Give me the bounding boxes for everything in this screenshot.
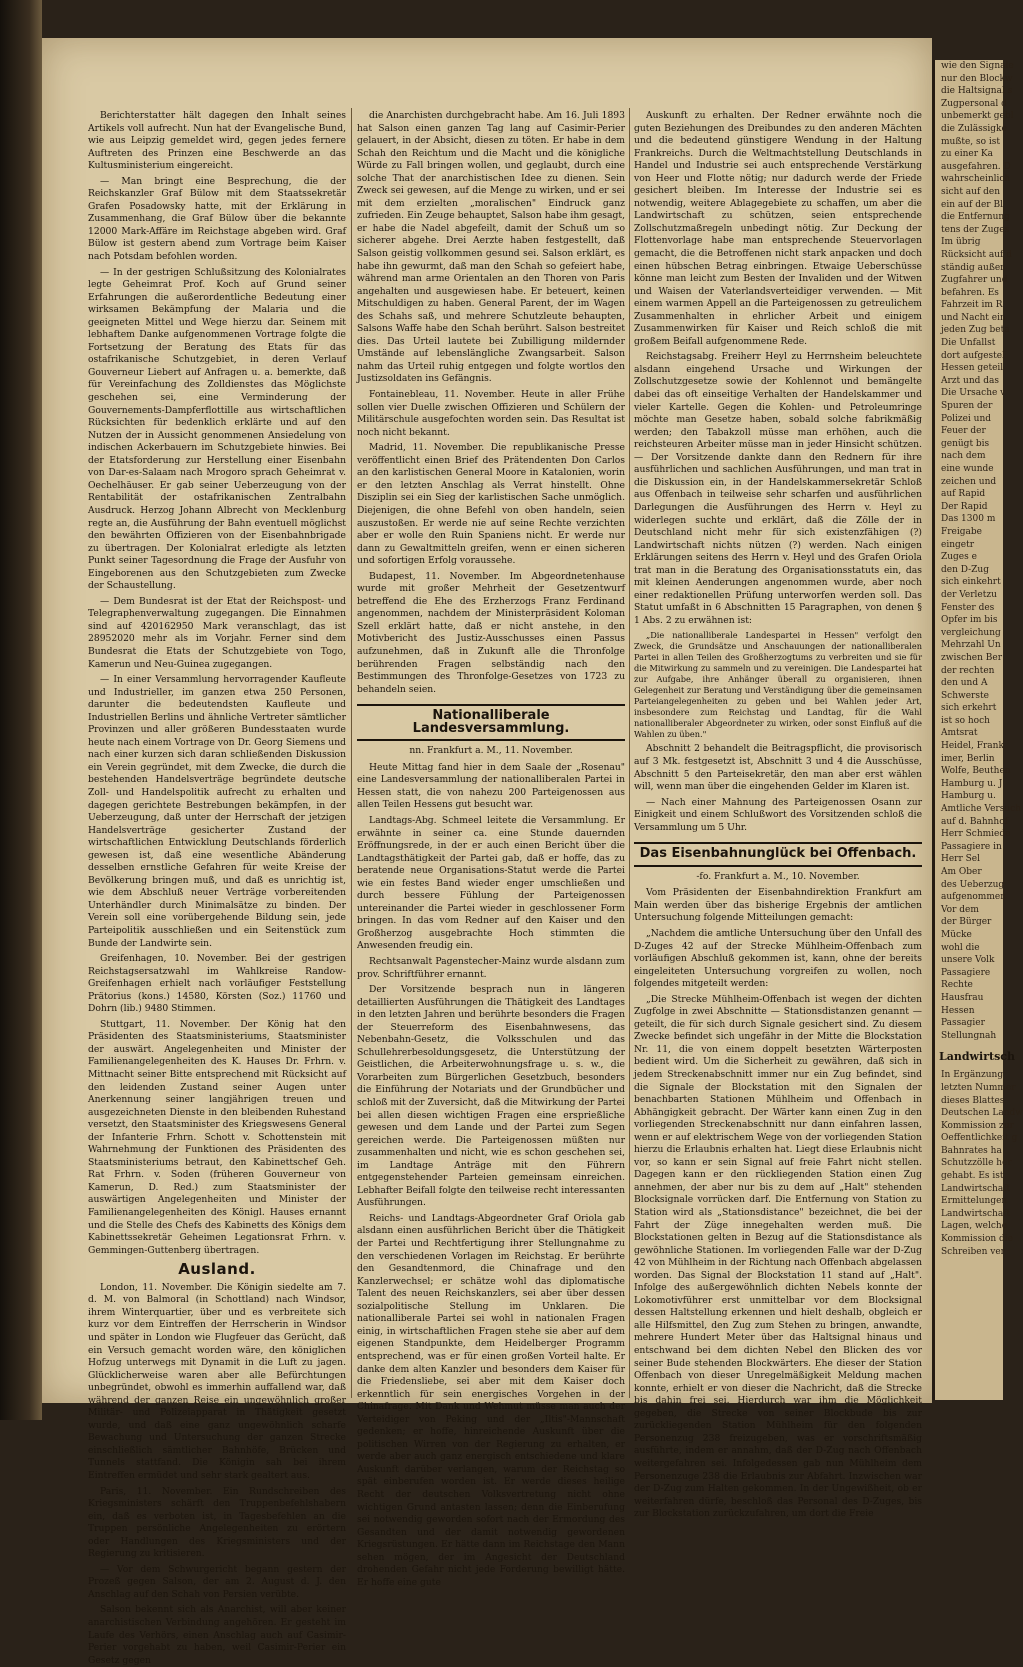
adjacent-page-line: Landwirtschaft [941,1183,1011,1194]
column-2 [357,110,625,1588]
article-paragraph: — In der gestrigen Schlußsitzung des Kolonialrates legte Geheimrat Prof. Koch auf Grund seiner Erfahrungen die außerordentliche Bedeutung einer wirksamen Bekämpfung der Malaria und die geeigneten Mittel und Wege hierzu dar. Seinem mit lebhaftem Danke aufgenommenen Vortrage folgte die Fortsetzung der Beratung des Etats für das ostafrikanische Schutzgebiet, in deren Verlauf Gouverneur Liebert auf Anfragen u. a. bemerkte, daß für Vereinfachung des Zolldienstes das Möglichste geschehen sei, eine Verminderung der Gouvernements-Dampferflottille aus wirtschaftlichen Rücksichten für bedenklich erklärte und auf den Nutzen der in Aussicht genommenen Ansiedelung von indischen Ackerbauern im Schutzgebiete hinwies. Bei der Etatsforderung zur Herstellung einer Eisenbahn von Dar-es-Salaam nach Mrogoro sprach Geheimrat v. Oechelhäuser. Er gab seiner Ueberzeugung von der Rentabilität der ostafrikanischen Zentralbahn Ausdruck. Herzog Johann Albrecht von Mecklenburg regte an, die Ausführung der Bahn eventuell möglichst den bewährten Offizieren von der Eisenbahnbrigade zu übertragen. Der Kolonialrat erledigte als letzten Punkt seiner Tagesordnung die Frage der Ausfuhr von Eingeborenen aus den Schutzgebieten zum Zwecke der Schaustellung. [88,266,346,592]
adjacent-page-line: In Ergänzung [941,1070,1004,1081]
adjacent-page-line: Kommission zur [941,1120,1014,1131]
adjacent-page-line: Landwirtschaft [941,1208,1011,1219]
article-paragraph: Reichstagsabg. Freiherr Heyl zu Herrnsheim beleuchtete alsdann eingehend Ursache und Wirkungen der Zollschutzgesetze sowie der Kohlennot und bemängelte dabei das oft einseitige Verhalten der Handelskammer und vieler Kartelle. Gegen die Kohlen- und Petroleumringe möchte man Gesetze haben, sobald solche fabrikmäßig werden; den Tabakzoll müsse man erhöhen, auch die reichsteuren Arbeiter müsse man in jeder Hinsicht schützen. — Der Vorsitzende dankte dann den Rednern für ihre ausführlichen und sachlichen Ausführungen, und man trat in die Diskussion ein, in der Handelskammersekretär Schloß aus Offenbach in teilweise sehr scharfen und ausführlichen Darlegungen die Ausführungen des Herrn v. Heyl zu widerlegen suchte und erklärt, daß die Zölle der in Deutschland nicht mehr für sich existenzfähigen (?) Landwirtschaft nichts nützen (?) werden. Nach einigen Erklärungen seitens des Herrn v. Heyl und des Grafen Oriola trat man in die Beratung des Organisationsstatuts ein, das mit kleinen Aenderungen angenommen wurde, aber noch einer redaktionellen Prüfung unterworfen werden soll. Das Statut umfaßt in 6 Abschnitten 15 Paragraphen, von denen § 1 Abs. 2 zu erwähnen ist: [634,351,922,626]
article-paragraph: „Nachdem die amtliche Untersuchung über den Unfall des D-Zuges 42 auf der Strecke Mühlheim-Offenbach zum vorläufigen Abschluß gekommen ist, kann, ohne der bereits eingeleiteten Untersuchung vorgreifen zu wollen, noch folgendes mitgeteilt werden: [634,927,922,990]
adjacent-page-line: des Ueberzug [941,879,1005,890]
adjacent-page-line: Wolfe, Beuthen [941,766,1011,777]
adjacent-page-line: Am Ober [941,867,982,877]
column-rule [629,108,630,1398]
article-paragraph: Budapest, 11. November. Im Abgeordnetenhause wurde mit großer Mehrheit der Gesetzentwurf betreffend die Ehe des Erzherzogs Franz Ferdinand angenommen, nachdem der Ministerpräsident Koloman Szell erklärt hatte, daß er nicht anstehe, in den Motivbericht des Justiz-Ausschusses einen Passus aufzunehmen, daß in Zukunft alle die Thronfolge berührenden Fragen selbständig nach den Bestimmungen des Thronfolge-Gesetzes von 1723 zu behandeln seien. [357,570,625,695]
adjacent-page-line: auf Rapid [941,489,986,500]
adjacent-page-line: Hessen geteil [941,363,1004,374]
adjacent-page-line: nur den Blockw [941,73,1013,84]
adjacent-page-line: der Bürger [941,917,992,928]
adjacent-page-line: den und A [941,678,988,689]
article-paragraph: Salson bekennt sich als Anarchist, will aber keiner anarchistischen Verbindung angehören. Er gesteht im Laufe des Verhörs, einen Anschlag auch auf Casimir-Perier vorgehabt zu haben, weil Casimir-Perier ein Gesetz gegen [88,1604,346,1666]
adjacent-page-line: Passagiere in [941,841,1002,852]
adjacent-page-line: Der Rapid [941,501,988,512]
adjacent-page-line: Bahnrates ha [941,1145,1002,1156]
adjacent-page-line: wie den Signale [941,61,1014,71]
article-paragraph: die Anarchisten durchgebracht habe. Am 16. Juli 1893 hat Salson einen ganzen Tag lang auf Casimir-Perier gelauert, in der Absicht, diesen zu töten. Er habe in dem Schah den Reichtum und die Macht und die königliche Würde zu Fall bringen wollen, und geglaubt, durch eine solche That der anarchistischen Idee zu dienen. Sein Zweck sei gewesen, auf die Menge zu wirken, und er sei mit dem erzielten „moralischen" Eindruck ganz zufrieden. Ein Zeuge behauptet, Salson habe ihm gesagt, er habe die Nadel abgefeilt, damit der Schuß um so sicherer abgehe. Drei Aerzte haben festgestellt, daß Salson geistig vollkommen gesund sei. Salson erklärt, es habe ihn gewurmt, daß man den Schah so gefeiert habe, während man arme Orientalen an den Thoren von Paris angehalten und ausgewiesen habe. Er beteuert, keinen Mitschuldigen zu haben. General Parent, der im Wagen des Schahs saß, und mehrere Schutzleute behaupten, Salsons Waffe habe den Schah berührt. Salson bestreitet dies. Das Urteil lautete bei Zubilligung mildernder Umstände auf lebenslängliche Zwangsarbeit. Salson nahm das Urteil ruhig entgegen und folgte wortlos den Justizsoldaten ins Gefängnis. [357,110,625,385]
adjacent-page-line: Spuren der [941,401,993,412]
article-heading-eisenbahnunglueck: Das Eisenbahnunglück bei Offenbach. [634,842,922,867]
adjacent-page-line: Herr Schmiede [941,829,1011,840]
adjacent-page-line: unbemerkt gebl [941,111,1014,122]
article-paragraph: Abschnitt 2 behandelt die Beitragspflicht, die provisorisch auf 3 Mk. festgesetzt ist, Abschnitt 3 und 4 die Ausschüsse, Abschnitt 5 den Parteisekretär, den man aber erst wählen will, wenn man über die eingehenden Gelder im Klaren ist. [634,743,922,793]
adjacent-page-line: ein auf der Bl [941,199,1003,210]
adjacent-page-line: Amtliche Versuch [941,804,1021,815]
adjacent-page-line: sich erkehrt [941,703,997,714]
adjacent-page-line: Schutzzölle her [941,1158,1012,1169]
adjacent-page-line: wahrscheinlich [941,174,1011,185]
book-binding [0,0,42,1420]
adjacent-page-line: Hessen [941,1005,975,1016]
adjacent-page-line: mußte, so ist [941,136,1001,147]
adjacent-page-line: und Nacht ein [941,312,1006,323]
adjacent-page-line: Im übrig [941,237,981,248]
adjacent-page-line: Arzt und das [941,375,999,386]
article-paragraph: — Man bringt eine Besprechung, die der Reichskanzler Graf Bülow mit dem Staatssekretär Grafen Posadowsky hatte, mit der Erklärung in Zusammenhang, die Graf Bülow über die bekannte 12000 Mark-Affäre im Reichstage abgeben wird. Graf Bülow ist gestern abend zum Vortrage beim Kaiser nach Potsdam befohlen worden. [88,175,346,263]
adjacent-page-line: gehabt. Es ist [941,1171,1004,1182]
adjacent-page-line: Stellungnah [941,1030,997,1041]
article-paragraph: Heute Mittag fand hier in dem Saale der „Rosenau" eine Landesversammlung der nationalliberalen Partei in Hessen statt, die von nahezu 200 Parteigenossen aus allen Teilen Hessens gut besucht war. [357,761,625,811]
adjacent-page-lines-2 [935,1069,1023,1258]
adjacent-page-line: den D-Zug [941,564,989,575]
adjacent-page-line: Kommission die [941,1234,1014,1245]
article-paragraph: — Vor dem Schwurgericht begann gestern der Prozeß gegen Salson, der am 2. August d. J. den Anschlag auf den Schah von Persien verübte. [88,1563,346,1600]
article-paragraph: Auskunft zu erhalten. Der Redner erwähnte noch die guten Beziehungen des Dreibundes zu den anderen Mächten und die bedeutend günstigere Wendung in der Haltung Frankreichs. Durch die Weltmachtstellung Deutschlands in Handel und Industrie sei auch entsprechende Verstärkung von Heer und Flotte nötig; nur dadurch werde der Friede gesichert bleiben. Im Interesse der Industrie sei es notwendig, weitere Ablagegebiete zu schaffen, um aber die Landwirtschaft zu schützen, seien entsprechende Zollschutzmaßregeln unbedingt nötig. Zur Deckung der Flottenvorlage habe man entsprechende Steuervorlagen gemacht, die die Betroffenen nicht stark anpacken und doch einen hübschen Betrag einbringen. Etwaige Ueberschüsse könne man leicht zum Besten der Invaliden und der Witwen und Waisen der Vaterlandsverteidiger verwenden. — Mit einem warmen Appell an die Parteigenossen zu getreulichem Zusammenhalten in ehrlicher Arbeit und einigem Zusammenwirken für Kaiser und Reich schloß die mit großem Beifall aufgenommene Rede. [634,110,922,347]
adjacent-page-line: die Haltsignal s [941,86,1013,97]
adjacent-page-line: Deutschen Landw [941,1108,1023,1119]
adjacent-page-line: befahren. Es [941,287,999,298]
adjacent-page-line: Fahrzeit im R [941,300,1003,311]
adjacent-page-line: Schreiben ver [941,1246,1005,1257]
adjacent-page-line: Oeffentlichkeit g [941,1133,1018,1144]
article-paragraph: Landtags-Abg. Schmeel leitete die Versammlung. Er erwähnte in seiner ca. eine Stunde dauernden Eröffnungsrede, in der er auch einen Bericht über die Landtagsthätigkeit der Partei gab, daß er hoffe, das zu beratende neue Organisations-Statut werde die Partei wie ein festes Band wieder enger umschließen und durch bessere Fühlung der Parteigenossen untereinander die Partei wieder in geschlossener Form bringen. In das vom Redner auf den Kaiser und den Großherzog ausgebrachte Hoch stimmten die Anwesenden freudig ein. [357,814,625,952]
adjacent-page-fragment [932,60,1023,1400]
article-paragraph: Reichs- und Landtags-Abgeordneter Graf Oriola gab alsdann einen ausführlichen Bericht über die Thätigkeit der Partei und Rechtfertigung ihrer Stellungnahme zu den verschiedenen Vorlagen im Reichstag. Er berührte den Gesandtenmord, die Chinafrage und den Kanzlerwechsel; er schätze wohl das diplomatische Talent des neuen Reichskanzlers, sei aber über dessen sozialpolitische Stellung im Unklaren. Die nationalliberale Partei sei wohl in nationalen Fragen einig, in wirtschaftlichen Fragen stehe sie aber auf dem eigenen Standpunkte, dem Heidelberger Programm entsprechend, was er für einen großen Vorteil halte. Er danke dem alten Kanzler und besonders dem Kaiser für die Friedensliebe, sei aber mit dem Kaiser doch erkenntlich für sein energisches Vorgehen in der Chinafrage. Mit Dank und Wehmut müsse man auch der Verteidiger von Peking und der „Iltis"-Mannschaft gedenken; er hoffe, hinreichende Auskunft über die politischen Wirren von der Regierung zu erhalten, er werde aber auch ganz energisch entschiedene und klare Auskunft darüber verlangen, warum der Reichstag so spät einberufen worden ist. Er werde dieses heilige Recht der deutschen Volksvertretung nicht ohne wichtigen Grund antasten lassen; denn die Einberufung sei notwendig geworden sofort nach der Ermordung des Gesandten und der damit notwendig gewordenen Kriegsrüstungen. Er hätte dann im Reichstage den Mann sehen mögen, der im Angesicht der Deutschland drohenden Gefahr nicht jede Forderung bewilligt hätte. Er hoffe eine gute [357,1212,625,1588]
article-paragraph: — Dem Bundesrat ist der Etat der Reichspost- und Telegraphenverwaltung zugegangen. Die Einnahmen sind auf 420162950 Mark veranschlagt, das ist 28952020 mehr als im Vorjahr. Ferner sind dem Bundesrat die Etats der Schutzgebiete von Togo, Kamerun und Neu-Guinea zugegangen. [88,595,346,670]
article-paragraph: Vom Präsidenten der Eisenbahndirektion Frankfurt am Main werden über das bisherige Ergebnis der amtlichen Untersuchung folgende Mitteilungen gemacht: [634,887,922,924]
adjacent-page-line: Opfer im bis [941,615,998,626]
article-heading-landesversammlung: Nationalliberale Landesversammlung. [357,704,625,741]
adjacent-page-line: Passagiere [941,967,991,978]
adjacent-page-line: zu einer Ka [941,149,993,160]
article-paragraph: Rechtsanwalt Pagenstecher-Mainz wurde alsdann zum prov. Schriftführer ernannt. [357,956,625,980]
newspaper-page [42,38,932,1666]
adjacent-page-line: sich einkehrt [941,577,1001,588]
article-paragraph: Stuttgart, 11. November. Der König hat den Präsidenten des Staatsministeriums, Staatsminister der auswärt. Angelegenheiten und Minister der Familienangelegenheiten des K. Hauses Dr. Frhrn. v. Mittnacht seiner Bitte entsprechend mit Rücksicht auf den leidenden Zustand seiner Augen unter Anerkennung seiner langjährigen treuen und ausgezeichneten Dienste in den bleibenden Ruhestand versetzt, den Staatsminister des Kriegswesens General der Infanterie Frhrn. Schott v. Schottenstein mit Wahrnehmung der Funktionen des Präsidenten des Staatsministeriums betraut, den Kabinettschef Geh. Rat Frhrn. v. Soden (früheren Gouverneur von Kamerun, D. Red.) zum Staatsminister der auswärtigen Angelegenheiten und Minister der Familienangelegenheiten des Königl. Hauses ernannt und die Stelle des Chefs des Kabinetts des Königs dem Kabinettssekretär Geheimen Legationsrat Frhrn. v. Gemmingen-Guttenberg übertragen. [88,1018,346,1256]
adjacent-page-line: Das 1300 m [941,514,996,525]
article-paragraph: Madrid, 11. November. Die republikanische Presse veröffentlicht einen Brief des Prätendenten Don Carlos an den karlistischen General Moore in Katalonien, worin er den letzten Anschlag als Verrat hinstellt. Ohne Disziplin sei ein Sieg der karlistischen Sache unmöglich. Diejenigen, die ohne Befehl von oben handeln, seien auszustoßen. Er werde nie auf seine Rechte verzichten aber er wolle den Ruin Spaniens nicht. Er werde nur dann zu Gewaltmitteln greifen, wenn er einen sicheren und sofortigen Erfolg voraussehe. [357,442,625,567]
adjacent-page-line: jeden Zug beta [941,325,1010,336]
column-rule [351,108,352,1398]
adjacent-page-line: Heidel, Frank [941,741,1004,752]
adjacent-page-line: letzten Nummer [941,1082,1016,1093]
adjacent-page-line: der Verletzu [941,589,997,600]
column-1 [88,110,346,1666]
adjacent-page-line: Schwerste [941,690,989,701]
adjacent-page-line: nach dem [941,451,986,462]
adjacent-page-line: Zugfahrer und [941,275,1008,286]
article-paragraph: „Die Strecke Mühlheim-Offenbach ist wegen der dichten Zugfolge in zwei Abschnitte — Stationsdistanzen genannt — geteilt, die für sich durch Signale gesichert sind. Zu diesem Zwecke befindet sich ungefähr in der Mitte die Blockstation Nr. 11, die von einem doppelt besetzten Wärterposten bedient wird. Um die Sicherheit zu gewähren, daß sich in jedem Streckenabschnitt immer nur ein Zug befindet, sind die Signale der Blockstation mit den Signalen der benachbarten Stationen Mühlheim und Offenbach in Abhängigkeit gebracht. Der Wärter kann einen Zug in den vorliegenden Streckenabschnitt nur dann einfahren lassen, wenn er auf elektrischem Wege von der vorliegenden Station hierzu die Erlaubnis erhalten hat. Liegt diese Erlaubnis nicht vor, so kann er sein Signal auf freie Fahrt nicht stellen. Dagegen kann er den rückliegenden Station einen Zug annehmen, der aber nur bis zu dem auf „Halt" stehenden Blocksignale vorrücken darf. Die Entfernung von Station zu Station wird als „Stationsdistance" bezeichnet, die bei der Fahrt der Züge innegehalten werden muß. Die Blockstationen gelten in Bezug auf die Stationsdistance als gewöhnliche Stationen. Im vorliegenden Falle war der D-Zug 42 von Mühlheim in der Richtung nach Offenbach abgelassen worden. Das Signal der Blockstation 11 stand auf „Halt". Infolge des außergewöhnlich dichten Nebels konnte der Lokomotivführer erst unmittelbar vor dem Blocksignal dessen Haltstellung erkennen und hielt deshalb, obgleich er alle Hilfsmittel, den Zug zum Stehen zu bringen, anwandte, mehrere Hundert Meter über das Haltsignal hinaus und entschwand bei dem dichten Nebel den Blicken des vor seiner Bude stehenden Blockwärters. Ehe dieser der Station Offenbach von dieser Unregelmäßigkeit Meldung machen konnte, erhielt er von dieser die Nachricht, daß die Strecke bis dahin frei sei. Hierdurch war ihm die Möglichkeit gegeben, die Strecke von seiner Blockbude bis zur zurückliegenden Station Mühlheim für den folgenden Personenzug 238 freizugeben, was er vorschriftsmäßig ausführte, indem er annahm, daß der D-Zug nach Offenbach weitergefahren sei. Infolgedessen gab nun Mühlheim dem Personenzuge 238 die Erlaubnis zur Abfahrt. Inzwischen war der D-Zug zum Halten gekommen. In der Ungewißheit, ob er weiterfahren dürfe, beschloß das Personal des D-Zuges, bis zur Blockstation zurückzufahren, um dort die Freie [634,993,922,1520]
adjacent-page-line: unsere Volk [941,955,995,966]
adjacent-page-line: zwischen Ber [941,652,1003,663]
adjacent-page-lines [935,60,1021,1042]
section-heading-ausland: Ausland. [178,1260,256,1279]
adjacent-page-line: Mücke [941,929,972,940]
adjacent-page-line: Polizei und [941,413,992,424]
statute-quote: „Die nationalliberale Landespartei in Hessen" verfolgt den Zweck, die Grundsätze und Anschauungen der nationalliberalen Partei in allen Teilen des Großherzogtums zu verbreiten und sie für die Mitwirkung zu sammeln und zu vereinigen. Die Landespartei hat zur Aufgabe, ihre Anhänger überall zu organisieren, ihnen Gelegenheit zur Beratung und Verständigung über die gemeinsamen Parteiangelegenheiten zu geben und bei Wahlen jeder Art, insbesondere zum Reichstag und Landtag, für die Wahl nationalliberaler Abgeordneter zu wirken, oder sonst Einfluß auf die Wahlen zu üben." [634,630,922,740]
adjacent-page-line: Zugpersonal d [941,98,1007,109]
adjacent-page-line: Hamburg u. J [941,778,1003,789]
adjacent-page-line: wohl die [941,942,980,953]
adjacent-page-line: Freigabe [941,526,982,537]
adjacent-page-line: der rechten [941,665,995,676]
adjacent-page-line: Die Unfallst [941,338,996,349]
adjacent-page-line: ausgefahren. D [941,161,1011,172]
article-paragraph: Fontainebleau, 11. November. Heute in aller Frühe sollen vier Duelle zwischen Offizieren und Schülern der Militärschule ausgefochten worden sein. Das Resultat ist noch nicht bekannt. [357,389,625,438]
adjacent-page-line: aufgenommen [941,892,1006,903]
adjacent-page-line: ständig außer [941,262,1005,273]
adjacent-page-line: Ermittelungen [941,1196,1008,1207]
adjacent-page-line: Herr Sel [941,854,981,865]
adjacent-page-line: dieses Blattes [941,1095,1005,1106]
adjacent-page-line: Vor dem [941,904,979,915]
article-dateline: nn. Frankfurt a. M., 11. November. [409,745,573,757]
adjacent-page-line: genügt bis [941,438,990,449]
adjacent-page-line: ist so hoch [941,715,990,726]
adjacent-page-line: zeichen und [941,476,997,487]
adjacent-page-line: imer, Berlin [941,753,995,764]
article-dateline: -fo. Frankfurt a. M., 10. November. [696,870,860,882]
adjacent-page-line: Amtsrat [941,728,978,739]
article-paragraph: Berichterstatter hält dagegen den Inhalt seines Artikels voll aufrecht. Nun hat der Evangelische Bund, wie aus Leipzig gemeldet wird, gegen jedes fernere Auftreten des Prinzen eine Beschwerde an das Kultusministerium eingereicht. [88,110,346,172]
article-paragraph: — Nach einer Mahnung des Parteigenossen Osann zur Einigkeit und einem Schlußwort des Vorsitzenden schloß die Versammlung um 5 Uhr. [634,796,922,833]
article-paragraph: Der Vorsitzende besprach nun in längeren detaillierten Ausführungen die Thätigkeit des Landtages in den letzten Jahren und berührte besonders die Fragen der Steuerreform des Eisenbahnwesens, das Nebenbahn-Gesetz, die Volksschulen und das Schullehrerbesoldungsgesetz, die Unterstützung der Geistlichen, die Arbeiterwohnungsfrage u. s. w., die Vorarbeiten zum Bürgerlichen Gesetzbuch, besonders die Einführung der Notariats und der Grundbücher und schloß mit der Zuversicht, daß die Mitwirkung der Partei bei allen diesen wichtigen Fragen eine ersprießliche gewesen und dem Lande und der Partei zum Segen gereichen werde. Die Parteigenossen müßten nur zusammenhalten und nicht, wie es schon geschehen sei, im Landtage Anträge mit den Führern entgegenstehender Parteien gemeinsam einreichen. Lebhafter Beifall folgte den teilweise recht interessanten Ausführungen. [357,984,625,1209]
adjacent-page-line: die Zulässigke [941,123,1007,134]
adjacent-page-line: Fenster des [941,602,995,613]
adjacent-page-line: Passagier [941,1018,985,1029]
adjacent-page-line: Die Ursache v [941,388,1006,399]
adjacent-page-line: Feuer der [941,426,986,437]
adjacent-page-line: Hausfrau [941,992,984,1003]
adjacent-page-line: sicht auf den [941,186,1001,197]
adjacent-page-line: Zuges e [941,552,977,563]
adjacent-page-line: Lagen, welche [941,1221,1008,1232]
article-paragraph: London, 11. November. Die Königin siedelte am 7. d. M. von Balmoral (in Schottland) nach Windsor, ihrem Winterquartier, über und es verbreitete sich kurz vor dem Eintreffen der Herrscherin in Windsor und später in London wie Flugfeuer das Gerücht, daß ein Versuch gemacht worden wäre, den königlichen Hofzug unterwegs mit Dynamit in die Luft zu jagen. Glücklicherweise waren aber alle Befürchtungen unbegründet, obwohl es immerhin auffallend war, daß während der ganzen Reise ein ungewöhnlich großer Militär- und Polizeiapparat in Thätigkeit gesetzt wurde, und daß eine ganz ungewöhnlich scharfe Bewachung und Untersuchung der ganzen Strecke einschließlich sämtlicher Bahnhöfe, Brücken und Tunnels stattfand. Die Königin sah bei ihrem Eintreffen ermüdet und sehr stark gealtert aus. [88,1281,346,1481]
adjacent-heading: Landwirtsch [939,1050,1015,1064]
adjacent-page-line: Mehrzahl Un [941,640,1001,651]
adjacent-page-line: tens der Zuges [941,224,1010,235]
adjacent-page-line: eingetr [941,539,975,550]
adjacent-page-line: Hamburg u. [941,791,996,802]
adjacent-page-line: die Entfernung [941,212,1010,223]
adjacent-page-line: vergleichung [941,627,1001,638]
article-paragraph: — In einer Versammlung hervorragender Kaufleute und Industrieller, im ganzen etwa 250 Personen, darunter die bedeutendsten Kaufleute und Industriellen Berlins und ähnliche Vertreter sämtlicher Provinzen und aller größeren Bundesstaaten wurde heute nach einem Vortrage von Dr. Georg Siemens und nach einer kurzen sich daran schließenden Diskussion ein Verein gegründet, mit dem Zwecke, die durch die bestehenden Handelsverträge begründete deutsche Zoll- und Handelspolitik aufrecht zu erhalten und dagegen gerichtete Bestrebungen bekämpfen, in der Ueberzeugung, daß unter der Herrschaft der jetzigen Handelsverträge gesicherter Zustand der wirtschaftlichen Entwicklung Deutschlands förderlich gewesen ist, daß eine wesentliche Abänderung desselben ernstliche Gefahren für weite Kreise der Bevölkerung bringen muß, und daß es unrichtig ist, wie dem Abschluß neuer Verträge vorbereitenden Unterhändler durch Minimalsätze zu binden. Der Verein soll eine vorübergehende Bildung sein, jede Parteipolitik ausschließen und ein Seitenstück zum Bunde der Landwirte sein. [88,674,346,949]
adjacent-page-line: Rücksicht auf d [941,249,1012,260]
column-3 [634,110,922,1520]
article-paragraph: Greifenhagen, 10. November. Bei der gestrigen Reichstagsersatzwahl im Wahlkreise Randow-Greifenhagen erhielt nach vorläufiger Feststellung Prätorius (kons.) 14580, Körsten (Soz.) 11760 und Dohrn (lib.) 9480 Stimmen. [88,953,346,1015]
adjacent-page-line: Rechte [941,980,973,991]
adjacent-page-line: auf d. Bahnhof [941,816,1008,827]
article-paragraph: Paris, 11. November. Ein Rundschreiben des Kriegsministers schärft den Truppenbefehlshabern ein, daß es verboten ist, in Tagesbefehlen an die Truppen persönliche Angelegenheiten zu erörtern oder Handlungen des Kriegsministers und der Regierung zu kritisieren. [88,1485,346,1560]
adjacent-page-line: dort aufgestel [941,350,1005,361]
adjacent-page-line: eine wunde [941,464,994,474]
